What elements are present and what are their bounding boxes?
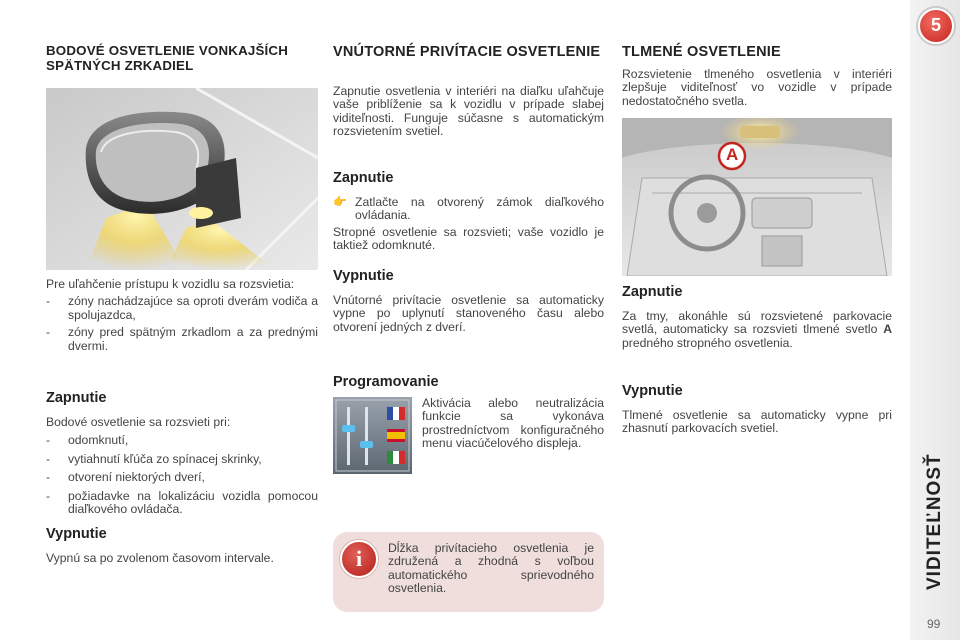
info-icon: i: [340, 540, 378, 578]
mirror-lighting-illustration: [46, 88, 318, 270]
dimmed-lighting-intro: Rozsvietenie tlmeného osvetlenia v interiéri zlepšuje viditeľnosť vo vozidle v prípade nedostatočného svetla.: [622, 67, 892, 108]
chapter-sidebar: [910, 0, 960, 640]
chapter-badge: 5: [918, 8, 954, 44]
cabin-illustration: [622, 118, 892, 276]
callout-a: A: [726, 145, 739, 164]
list-item: - zóny pred spätným zrkadlom a za prednými dvermi.: [46, 325, 318, 353]
list-item: - otvorení niektorých dverí,: [46, 470, 205, 485]
dimmed-off-heading: Vypnutie: [622, 383, 683, 399]
dimmed-lighting-heading: TLMENÉ OSVETLENIE: [622, 44, 781, 60]
dimmed-on-heading: Zapnutie: [622, 284, 683, 300]
mirror-lighting-intro: Pre uľahčenie prístupu k vozidlu sa rozsvietia:: [46, 277, 295, 291]
list-item: - zóny nachádzajúce sa oproti dverám vodiča a spolujazdca,: [46, 294, 318, 322]
mirror-on-heading: Zapnutie: [46, 390, 107, 406]
programming-text: Aktivácia alebo neutralizácia funkcie sa vykonáva prostredníctvom konfiguračného menu viacúčelového displeja.: [422, 396, 604, 451]
list-item: - vytiahnutí kľúča zo spínacej skrinky,: [46, 451, 262, 466]
chapter-title: VIDITEĽNOSŤ: [924, 453, 945, 590]
dimmed-on-text: Za tmy, akonáhle sú rozsvietené parkovacie svetlá, automaticky sa rozsvieti tlmené svetlo A predného stropného osvetlenia.: [622, 309, 892, 350]
list-item: 👉 Zatlačte na otvorený zámok diaľkového ovládania.: [333, 195, 604, 223]
welcome-lighting-intro: Zapnutie osvetlenia v interiéri na diaľku uľahčuje vaše priblíženie sa k vozidlu v prípade slabej viditeľnosti. Funguje súčasne s automatickým rozsvietením svetiel.: [333, 84, 604, 139]
info-text: Dĺžka privítacieho osvetlenia je združená a zhodná s voľbou automatického sprievodného osvetlenia.: [388, 541, 594, 596]
mirror-on-intro: Bodové osvetlenie sa rozsvieti pri:: [46, 415, 231, 429]
list-item: - požiadavke na lokalizáciu vozidla pomocou diaľkového ovládača.: [46, 488, 318, 517]
mirror-off-heading: Vypnutie: [46, 526, 107, 542]
welcome-lighting-heading: VNÚTORNÉ PRIVÍTACIE OSVETLENIE: [333, 44, 601, 60]
mirror-lighting-heading: BODOVÉ OSVETLENIE VONKAJŠÍCH SPÄTNÝCH ZRKADIEL: [46, 43, 289, 73]
welcome-off-text: Vnútorné privítacie osvetlenie sa automaticky vypne po uplynutí stanoveného času alebo otvorení jedných z dverí.: [333, 293, 604, 334]
list-item: - odomknutí,: [46, 433, 129, 448]
config-menu-icon: [333, 397, 412, 474]
welcome-on-text: Stropné osvetlenie sa rozsvieti; vaše vozidlo je taktiež odomknuté.: [333, 225, 604, 253]
dimmed-off-text: Tlmené osvetlenie sa automaticky vypne pri zhasnutí parkovacích svetiel.: [622, 408, 892, 436]
programming-heading: Programovanie: [333, 374, 439, 390]
page-number: 99: [927, 617, 941, 631]
welcome-off-heading: Vypnutie: [333, 268, 394, 284]
pointing-hand-icon: 👉: [333, 196, 347, 208]
mirror-off-text: Vypnú sa po zvolenom časovom intervale.: [46, 551, 274, 565]
info-box: [333, 532, 604, 612]
welcome-on-heading: Zapnutie: [333, 170, 394, 186]
